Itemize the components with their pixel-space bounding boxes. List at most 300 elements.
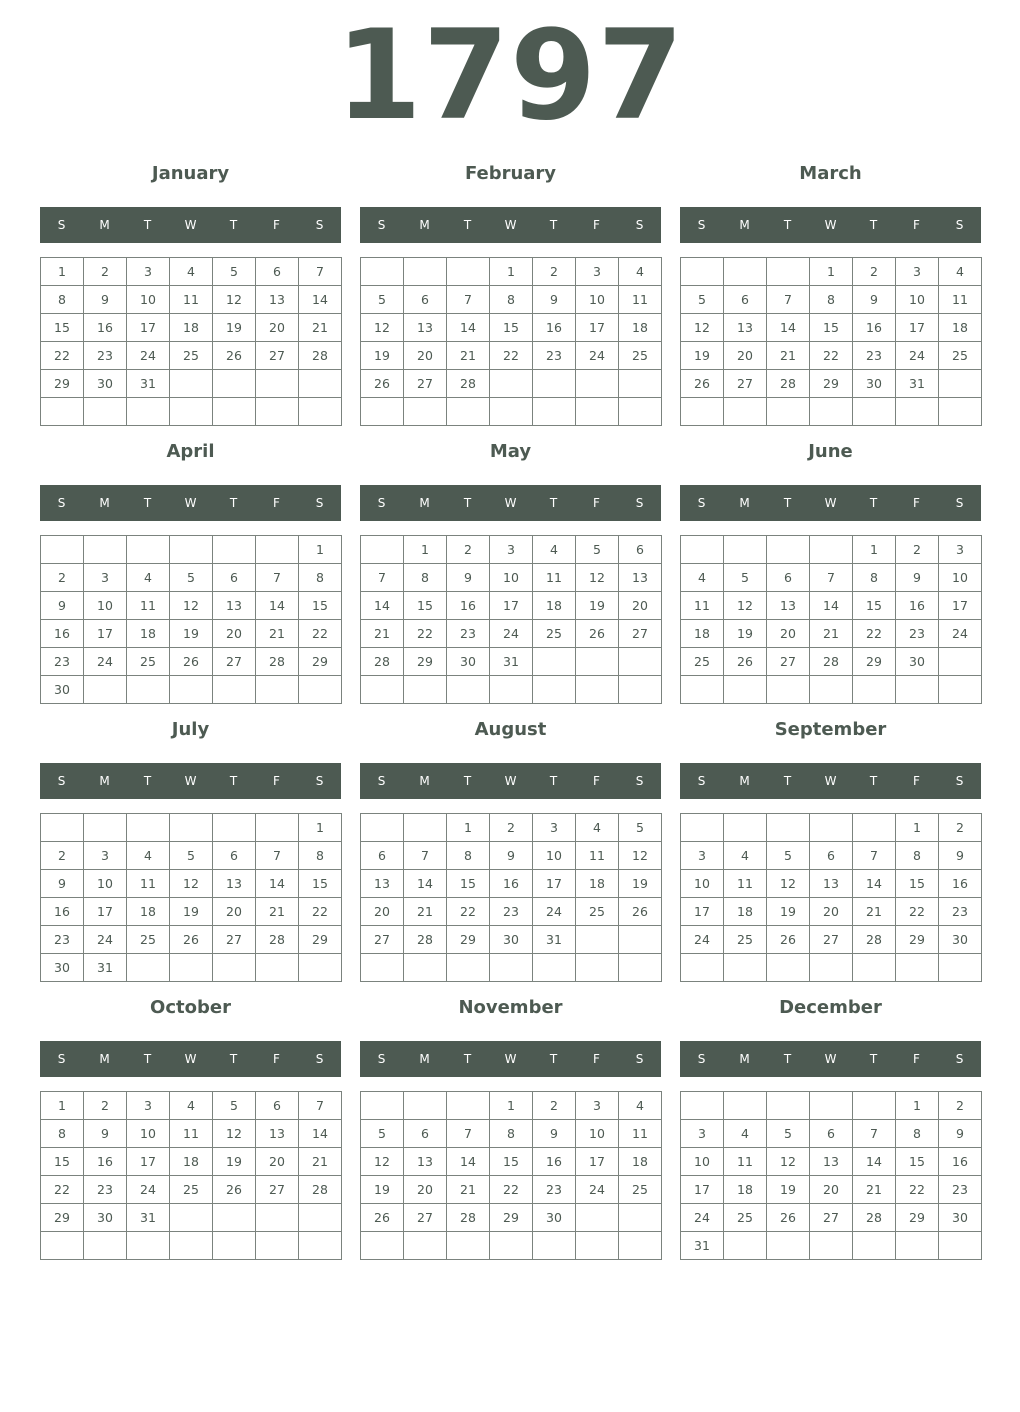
day-cell: 3 <box>127 258 170 286</box>
weekday-label: S <box>315 218 324 232</box>
day-cell: 11 <box>619 286 662 314</box>
day-cell: 27 <box>810 1204 853 1232</box>
day-cell: 25 <box>724 1204 767 1232</box>
day-cell: 7 <box>361 564 404 592</box>
day-cell: 11 <box>681 592 724 620</box>
day-cell: 1 <box>299 536 342 564</box>
empty-cell <box>810 1092 853 1120</box>
day-cell: 28 <box>853 926 896 954</box>
day-cell: 4 <box>127 564 170 592</box>
day-cell: 22 <box>896 1176 939 1204</box>
day-cell: 5 <box>170 842 213 870</box>
day-cell: 21 <box>256 620 299 648</box>
day-cell: 1 <box>896 814 939 842</box>
day-cell: 20 <box>724 342 767 370</box>
day-cell: 4 <box>619 258 662 286</box>
day-grid <box>360 535 662 704</box>
empty-cell <box>299 676 342 704</box>
week-row <box>681 1204 982 1232</box>
day-cell: 14 <box>447 1148 490 1176</box>
weekday-label: M <box>739 218 750 232</box>
day-cell: 24 <box>939 620 982 648</box>
day-cell: 29 <box>447 926 490 954</box>
empty-cell <box>447 1232 490 1260</box>
weekday-label: F <box>273 1052 280 1066</box>
week-row <box>681 398 982 426</box>
day-cell: 15 <box>896 870 939 898</box>
weekday-label: F <box>273 774 280 788</box>
week-row <box>361 814 662 842</box>
empty-cell <box>447 398 490 426</box>
day-cell: 1 <box>853 536 896 564</box>
weekday-label: M <box>419 774 430 788</box>
day-cell: 5 <box>361 1120 404 1148</box>
weekday-header <box>680 485 981 521</box>
day-cell: 12 <box>170 870 213 898</box>
week-row <box>41 676 342 704</box>
day-cell: 24 <box>84 926 127 954</box>
week-row <box>41 954 342 982</box>
day-cell: 13 <box>404 1148 447 1176</box>
week-row <box>41 592 342 620</box>
empty-cell <box>361 1092 404 1120</box>
empty-cell <box>170 536 213 564</box>
day-cell: 13 <box>256 1120 299 1148</box>
day-cell: 10 <box>576 1120 619 1148</box>
day-cell: 2 <box>939 814 982 842</box>
empty-cell <box>853 1092 896 1120</box>
empty-cell <box>619 648 662 676</box>
day-cell: 15 <box>41 1148 84 1176</box>
day-cell: 29 <box>896 1204 939 1232</box>
day-cell: 20 <box>619 592 662 620</box>
day-cell: 9 <box>939 842 982 870</box>
day-cell: 25 <box>619 342 662 370</box>
day-cell: 17 <box>127 314 170 342</box>
day-cell: 9 <box>533 1120 576 1148</box>
day-cell: 2 <box>896 536 939 564</box>
empty-cell <box>619 926 662 954</box>
week-row <box>41 1120 342 1148</box>
day-cell: 31 <box>533 926 576 954</box>
day-cell: 1 <box>41 258 84 286</box>
empty-cell <box>361 536 404 564</box>
day-cell: 20 <box>404 342 447 370</box>
empty-cell <box>533 370 576 398</box>
month-name: February <box>464 163 557 184</box>
day-cell: 22 <box>490 342 533 370</box>
week-row <box>361 1176 662 1204</box>
week-row <box>41 870 342 898</box>
week-row <box>41 620 342 648</box>
weekday-label: W <box>184 1052 197 1066</box>
day-cell: 21 <box>256 898 299 926</box>
day-cell: 29 <box>41 1204 84 1232</box>
day-cell: 5 <box>213 258 256 286</box>
day-cell: 8 <box>41 286 84 314</box>
day-cell: 10 <box>681 870 724 898</box>
day-cell: 10 <box>84 870 127 898</box>
day-cell: 1 <box>447 814 490 842</box>
empty-cell <box>447 258 490 286</box>
empty-cell <box>127 954 170 982</box>
empty-cell <box>576 1232 619 1260</box>
week-row <box>361 926 662 954</box>
day-cell: 14 <box>853 1148 896 1176</box>
day-cell: 19 <box>619 870 662 898</box>
empty-cell <box>681 814 724 842</box>
empty-cell <box>170 954 213 982</box>
day-cell: 20 <box>213 898 256 926</box>
empty-cell <box>853 1232 896 1260</box>
day-cell: 8 <box>299 842 342 870</box>
day-cell: 27 <box>767 648 810 676</box>
day-cell: 6 <box>404 286 447 314</box>
day-cell: 24 <box>127 1176 170 1204</box>
day-cell: 10 <box>84 592 127 620</box>
day-cell: 27 <box>404 1204 447 1232</box>
day-cell: 31 <box>896 370 939 398</box>
week-row <box>41 1204 342 1232</box>
weekday-label: T <box>549 1052 558 1066</box>
empty-cell <box>681 676 724 704</box>
empty-cell <box>576 370 619 398</box>
week-row <box>41 842 342 870</box>
week-row <box>681 1120 982 1148</box>
empty-cell <box>767 536 810 564</box>
day-cell: 21 <box>299 1148 342 1176</box>
day-cell: 15 <box>810 314 853 342</box>
empty-cell <box>939 398 982 426</box>
month-name: January <box>151 163 230 184</box>
day-cell: 2 <box>533 258 576 286</box>
weekday-label: F <box>913 218 920 232</box>
day-cell: 23 <box>490 898 533 926</box>
day-cell: 19 <box>213 1148 256 1176</box>
month-name: August <box>474 719 547 740</box>
day-cell: 14 <box>404 870 447 898</box>
empty-cell <box>213 398 256 426</box>
empty-cell <box>533 954 576 982</box>
day-cell: 13 <box>767 592 810 620</box>
empty-cell <box>533 676 576 704</box>
weekday-label: T <box>463 218 472 232</box>
day-cell: 7 <box>853 1120 896 1148</box>
day-cell: 3 <box>84 842 127 870</box>
day-cell: 7 <box>767 286 810 314</box>
empty-cell <box>619 954 662 982</box>
weekday-label: S <box>315 496 324 510</box>
weekday-label: T <box>549 496 558 510</box>
weekday-label: T <box>869 496 878 510</box>
empty-cell <box>361 676 404 704</box>
empty-cell <box>84 676 127 704</box>
week-row <box>681 286 982 314</box>
empty-cell <box>767 258 810 286</box>
day-cell: 10 <box>576 286 619 314</box>
weekday-label: S <box>697 218 706 232</box>
day-cell: 16 <box>490 870 533 898</box>
day-cell: 17 <box>681 1176 724 1204</box>
weekday-label: T <box>869 774 878 788</box>
day-grid <box>40 257 342 426</box>
day-cell: 28 <box>361 648 404 676</box>
weekday-label: F <box>593 774 600 788</box>
day-cell: 14 <box>853 870 896 898</box>
day-cell: 24 <box>681 1204 724 1232</box>
day-cell: 31 <box>490 648 533 676</box>
day-cell: 6 <box>361 842 404 870</box>
empty-cell <box>404 954 447 982</box>
day-cell: 25 <box>127 926 170 954</box>
day-cell: 30 <box>84 1204 127 1232</box>
day-cell: 15 <box>490 1148 533 1176</box>
empty-cell <box>681 954 724 982</box>
day-cell: 16 <box>896 592 939 620</box>
day-cell: 12 <box>361 1148 404 1176</box>
day-cell: 26 <box>681 370 724 398</box>
week-row <box>361 564 662 592</box>
day-cell: 23 <box>533 342 576 370</box>
empty-cell <box>447 676 490 704</box>
day-cell: 3 <box>681 842 724 870</box>
day-cell: 15 <box>404 592 447 620</box>
day-cell: 1 <box>490 258 533 286</box>
day-cell: 12 <box>213 1120 256 1148</box>
weekday-label: W <box>184 774 197 788</box>
day-cell: 8 <box>896 842 939 870</box>
empty-cell <box>576 398 619 426</box>
day-cell: 8 <box>490 1120 533 1148</box>
empty-cell <box>853 398 896 426</box>
day-cell: 15 <box>447 870 490 898</box>
empty-cell <box>447 954 490 982</box>
day-cell: 24 <box>127 342 170 370</box>
day-cell: 14 <box>767 314 810 342</box>
weekday-label: M <box>739 774 750 788</box>
empty-cell <box>724 814 767 842</box>
day-cell: 26 <box>361 1204 404 1232</box>
empty-cell <box>939 954 982 982</box>
empty-cell <box>533 648 576 676</box>
weekday-label: T <box>869 1052 878 1066</box>
day-cell: 29 <box>299 926 342 954</box>
day-cell: 21 <box>853 898 896 926</box>
day-cell: 30 <box>896 648 939 676</box>
day-cell: 17 <box>939 592 982 620</box>
day-cell: 6 <box>256 1092 299 1120</box>
day-cell: 17 <box>84 898 127 926</box>
week-row <box>41 1148 342 1176</box>
day-cell: 20 <box>810 1176 853 1204</box>
day-cell: 2 <box>447 536 490 564</box>
day-cell: 23 <box>939 1176 982 1204</box>
day-cell: 2 <box>533 1092 576 1120</box>
day-cell: 18 <box>619 314 662 342</box>
week-row <box>361 954 662 982</box>
day-cell: 9 <box>41 592 84 620</box>
day-cell: 24 <box>490 620 533 648</box>
day-cell: 10 <box>681 1148 724 1176</box>
day-cell: 28 <box>299 1176 342 1204</box>
week-row <box>681 1232 982 1260</box>
weekday-label: T <box>869 218 878 232</box>
day-cell: 1 <box>404 536 447 564</box>
day-cell: 30 <box>853 370 896 398</box>
day-cell: 20 <box>361 898 404 926</box>
week-row <box>361 342 662 370</box>
empty-cell <box>681 536 724 564</box>
day-cell: 11 <box>127 592 170 620</box>
day-cell: 24 <box>576 342 619 370</box>
day-cell: 31 <box>681 1232 724 1260</box>
month-name: March <box>799 163 862 184</box>
day-cell: 6 <box>724 286 767 314</box>
week-row <box>681 814 982 842</box>
day-cell: 25 <box>533 620 576 648</box>
week-row <box>681 1148 982 1176</box>
day-cell: 25 <box>724 926 767 954</box>
empty-cell <box>447 1092 490 1120</box>
empty-cell <box>299 370 342 398</box>
weekday-label: F <box>593 496 600 510</box>
empty-cell <box>84 1232 127 1260</box>
day-cell: 25 <box>619 1176 662 1204</box>
day-cell: 14 <box>299 286 342 314</box>
weekday-label: F <box>913 496 920 510</box>
weekday-label: S <box>315 1052 324 1066</box>
empty-cell <box>681 1092 724 1120</box>
day-cell: 5 <box>213 1092 256 1120</box>
day-cell: 23 <box>84 1176 127 1204</box>
week-row <box>41 814 342 842</box>
day-cell: 14 <box>447 314 490 342</box>
day-cell: 15 <box>853 592 896 620</box>
day-grid <box>40 535 342 704</box>
day-cell: 9 <box>84 286 127 314</box>
day-cell: 9 <box>490 842 533 870</box>
day-cell: 3 <box>533 814 576 842</box>
day-cell: 16 <box>84 1148 127 1176</box>
empty-cell <box>299 398 342 426</box>
day-cell: 17 <box>127 1148 170 1176</box>
weekday-label: M <box>99 496 110 510</box>
weekday-label: W <box>824 1052 837 1066</box>
weekday-label: M <box>739 1052 750 1066</box>
day-cell: 16 <box>939 870 982 898</box>
week-row <box>681 954 982 982</box>
weekday-label: W <box>824 496 837 510</box>
day-cell: 10 <box>533 842 576 870</box>
day-cell: 27 <box>404 370 447 398</box>
weekday-label: W <box>184 218 197 232</box>
week-row <box>41 536 342 564</box>
empty-cell <box>170 1204 213 1232</box>
day-cell: 25 <box>576 898 619 926</box>
day-grid <box>680 535 982 704</box>
empty-cell <box>256 1204 299 1232</box>
week-row <box>361 258 662 286</box>
day-cell: 7 <box>404 842 447 870</box>
empty-cell <box>256 1232 299 1260</box>
day-cell: 17 <box>896 314 939 342</box>
empty-cell <box>256 814 299 842</box>
empty-cell <box>213 676 256 704</box>
empty-cell <box>576 1204 619 1232</box>
weekday-label: T <box>143 774 152 788</box>
empty-cell <box>724 398 767 426</box>
day-cell: 22 <box>896 898 939 926</box>
weekday-label: S <box>635 496 644 510</box>
month-name: June <box>808 441 853 462</box>
weekday-label: T <box>229 496 238 510</box>
day-cell: 22 <box>404 620 447 648</box>
day-cell: 28 <box>447 370 490 398</box>
day-cell: 6 <box>256 258 299 286</box>
week-row <box>361 1204 662 1232</box>
day-cell: 17 <box>681 898 724 926</box>
day-cell: 19 <box>767 898 810 926</box>
empty-cell <box>361 398 404 426</box>
weekday-label: S <box>57 496 66 510</box>
weekday-label: T <box>783 774 792 788</box>
day-cell: 30 <box>41 954 84 982</box>
weekday-label: M <box>419 496 430 510</box>
weekday-header <box>360 763 661 799</box>
day-cell: 16 <box>41 898 84 926</box>
week-row <box>41 286 342 314</box>
empty-cell <box>533 1232 576 1260</box>
week-row <box>681 342 982 370</box>
empty-cell <box>361 954 404 982</box>
week-row <box>41 648 342 676</box>
day-grid <box>40 813 342 982</box>
day-cell: 19 <box>170 898 213 926</box>
day-cell: 27 <box>810 926 853 954</box>
empty-cell <box>213 370 256 398</box>
day-cell: 27 <box>256 342 299 370</box>
day-cell: 11 <box>724 1148 767 1176</box>
day-cell: 12 <box>170 592 213 620</box>
day-cell: 4 <box>127 842 170 870</box>
day-cell: 9 <box>853 286 896 314</box>
week-row <box>41 370 342 398</box>
weekday-label: S <box>57 218 66 232</box>
day-cell: 15 <box>299 592 342 620</box>
day-cell: 24 <box>681 926 724 954</box>
day-cell: 27 <box>361 926 404 954</box>
week-row <box>41 1092 342 1120</box>
day-cell: 16 <box>939 1148 982 1176</box>
weekday-label: M <box>99 218 110 232</box>
week-row <box>41 398 342 426</box>
weekday-label: S <box>377 496 386 510</box>
weekday-header <box>40 485 341 521</box>
weekday-label: S <box>315 774 324 788</box>
day-cell: 8 <box>896 1120 939 1148</box>
day-cell: 22 <box>299 898 342 926</box>
empty-cell <box>490 954 533 982</box>
day-cell: 21 <box>299 314 342 342</box>
week-row <box>361 592 662 620</box>
day-cell: 14 <box>810 592 853 620</box>
day-cell: 18 <box>170 1148 213 1176</box>
empty-cell <box>127 398 170 426</box>
day-cell: 1 <box>490 1092 533 1120</box>
day-cell: 4 <box>724 842 767 870</box>
weekday-header <box>360 1041 661 1077</box>
day-cell: 17 <box>576 314 619 342</box>
